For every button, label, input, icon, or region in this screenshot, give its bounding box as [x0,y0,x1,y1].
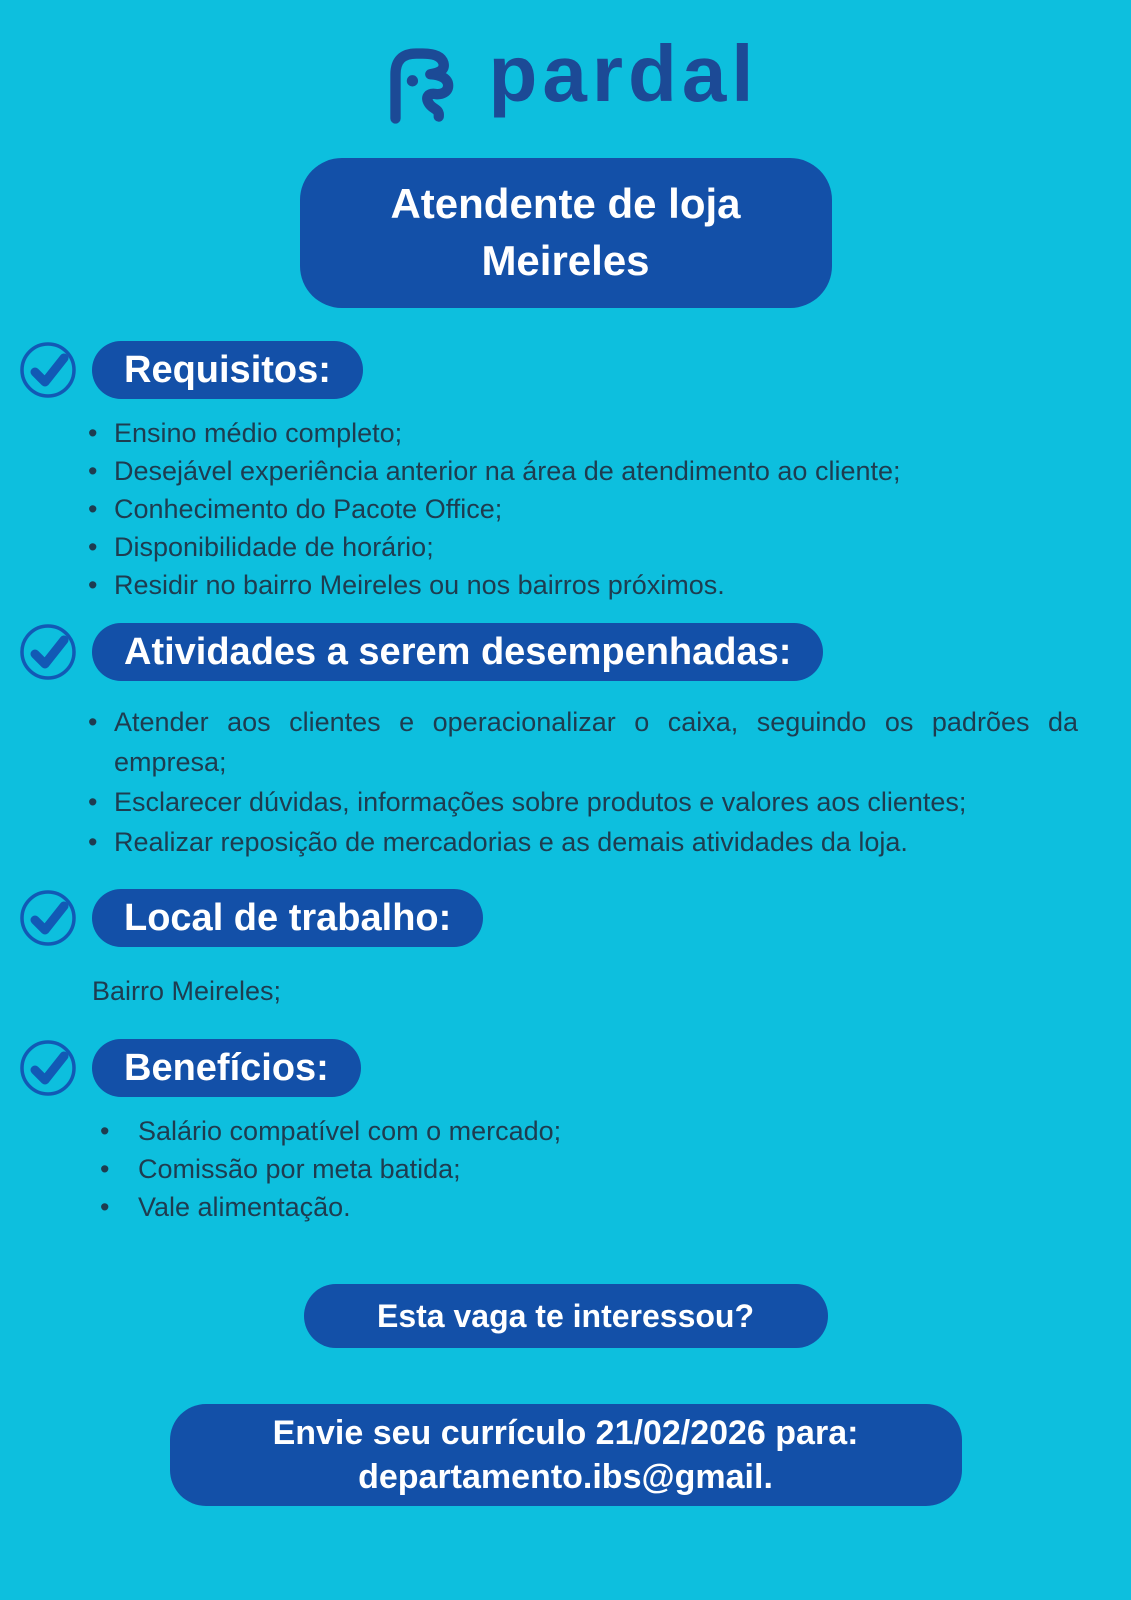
beneficios-list [0,1112,1131,1226]
cta-line1: Envie seu currículo 21/02/2026 para: [272,1413,859,1452]
list-item: • Realizar reposição de mercadorias e as demais atividades da loja. [88,822,1078,862]
list-item: • Residir no bairro Meireles ou nos bairros próximos. [88,566,1071,604]
check-circle-icon [18,1038,78,1098]
requisitos-list [0,414,1131,604]
brand-logo [0,28,1131,128]
interest-question-pill [304,1284,828,1348]
list-item: • Vale alimentação. [100,1188,1131,1226]
list-item: • Comissão por meta batida; [100,1150,1131,1188]
section-heading-local: Local de trabalho: [92,889,483,947]
brand-name: pardal [488,29,759,118]
section-heading-requisitos: Requisitos: [92,341,363,399]
list-item: • Esclarecer dúvidas, informações sobre produtos e valores aos clientes; [88,782,1078,822]
job-title-pill [300,158,832,308]
list-item: • Disponibilidade de horário; [88,528,1071,566]
section-beneficios-header [0,1038,1131,1098]
interest-question-text: Esta vaga te interessou? [376,1297,755,1334]
work-location-note: Bairro Meireles; [92,976,282,1006]
job-title-line2: Meireles [481,237,650,284]
list-item: • Conhecimento do Pacote Office; [88,490,1071,528]
list-item: • Atender aos clientes e operacionalizar o caixa, seguindo os padrões da empresa; [88,702,1078,782]
atividades-list [0,702,1078,862]
section-requisitos-header [0,340,1131,400]
check-circle-icon [18,340,78,400]
cta-email: departamento.ibs@gmail. [358,1458,773,1496]
check-circle-icon [18,622,78,682]
check-circle-icon [18,888,78,948]
section-local-header [0,888,1131,948]
list-item: • Salário compatível com o mercado; [100,1112,1131,1150]
sparrow-icon [372,31,466,125]
job-title-line1: Atendente de loja [390,180,741,228]
send-cv-pill [170,1404,962,1506]
section-atividades-header [0,622,1131,682]
list-item: • Ensino médio completo; [88,414,1071,452]
section-heading-beneficios: Benefícios: [92,1039,361,1097]
list-item: • Desejável experiência anterior na área de atendimento ao cliente; [88,452,1071,490]
section-heading-atividades: Atividades a serem desempenhadas: [92,623,823,681]
